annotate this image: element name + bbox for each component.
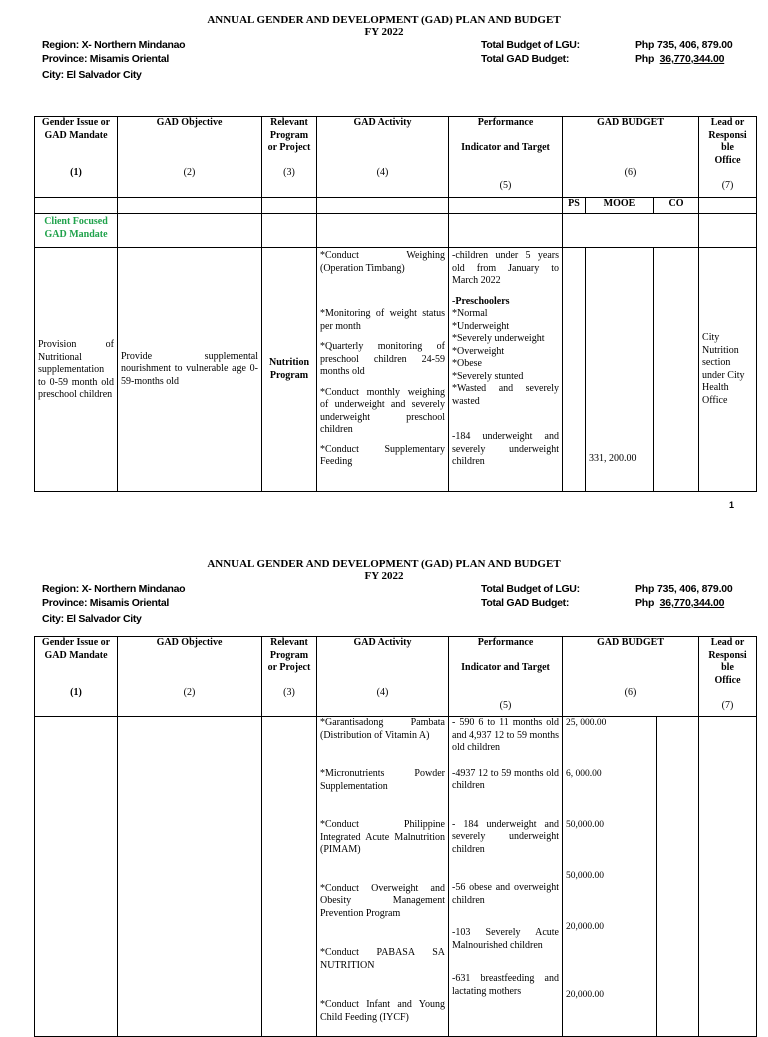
- mooe-amount-cell: 331, 200.00: [586, 248, 654, 492]
- total-gad-amount: 36,770,344.00: [659, 53, 725, 65]
- page-2: [0, 544, 768, 1024]
- total-gad-label: Total GAD Budget:: [481, 597, 570, 609]
- total-gad-label: Total GAD Budget:: [481, 53, 570, 65]
- col-header-activity: GAD Activity (4): [317, 117, 449, 198]
- indicator-pimam: - 184 underweight and severely underweight children: [452, 818, 559, 855]
- total-budget-label: Total Budget of LGU:: [481, 39, 580, 51]
- activity-cell: [317, 248, 449, 492]
- budget-amount: 20,000.00: [566, 922, 604, 932]
- col-header-gad-budget: GAD BUDGET (6): [563, 637, 699, 717]
- indicator-children-under-5: -children under 5 years old from January to March 2022: [452, 250, 559, 286]
- total-budget-value: Php 735, 406, 879.00: [635, 583, 733, 595]
- activity-micronutrients: *Micronutrients Powder Supplementation: [320, 768, 445, 792]
- indicator-breastfeeding: -631 breastfeeding and lactating mothers: [452, 973, 559, 997]
- gad-table-page-2: [34, 636, 757, 1037]
- total-gad-prefix: Php: [635, 53, 655, 65]
- budget-amounts-cell: [563, 717, 657, 1037]
- gad-table-page-1: [34, 116, 757, 492]
- objective-cell: Provide supplemental nourishment to vulnerable age 0-59-months old: [118, 248, 262, 492]
- budget-extra-cell: [657, 717, 699, 1037]
- activity-monthly-weighing: *Conduct monthly weighing of underweight and severely underweight preschool children: [320, 386, 445, 435]
- activity-quarterly: *Quarterly monitoring of preschool children 24-59 months old: [320, 341, 445, 377]
- total-gad-value: [635, 51, 724, 67]
- col-header-program: Relevant Program or Project (3): [262, 637, 317, 717]
- indicator-item: *Underweight: [452, 320, 510, 332]
- total-budget-value: Php 735, 406, 879.00: [635, 39, 733, 51]
- budget-amount: 50,000.00: [566, 870, 604, 881]
- city-label: City: El Salvador City: [42, 69, 142, 81]
- region-label: Region: X- Northern Mindanao: [42, 39, 186, 51]
- col-header-gad-budget: GAD BUDGET (6): [563, 117, 699, 198]
- total-gad-amount: 36,770,344.00: [659, 597, 725, 609]
- col-header-activity: GAD Activity (4): [317, 637, 449, 717]
- col-header-gender-issue: Gender Issue or GAD Mandate (1): [35, 117, 118, 198]
- client-focused-label: Client Focused GAD Mandate: [35, 214, 118, 248]
- indicator-cell: [449, 248, 563, 492]
- activity-cell: [317, 717, 449, 1037]
- indicator-sam: -103 Severely Acute Malnourished children: [452, 927, 559, 951]
- city-label: City: El Salvador City: [42, 613, 142, 625]
- province-label: Province: Misamis Oriental: [42, 53, 169, 65]
- indicator-item: *Overweight: [452, 345, 505, 357]
- indicator-item: *Wasted and severely wasted: [452, 383, 559, 407]
- indicator-cell: [449, 717, 563, 1037]
- activity-weighing: *Conduct Weighing (Operation Timbang): [320, 250, 445, 274]
- col-header-office: Lead or Responsi ble Office (7): [699, 637, 757, 717]
- gender-issue-cell: [35, 717, 118, 1037]
- col-header-co: CO: [654, 198, 699, 214]
- program-cell: Nutrition Program: [262, 248, 317, 492]
- indicator-micronutrients: -4937 12 to 59 months old children: [452, 767, 559, 791]
- document-year: FY 2022: [364, 570, 404, 582]
- province-label: Province: Misamis Oriental: [42, 597, 169, 609]
- lead-office-cell: [699, 717, 757, 1037]
- col-header-objective: GAD Objective (2): [118, 117, 262, 198]
- budget-amount: 6, 000.00: [566, 768, 602, 779]
- activity-iycf: *Conduct Infant and Young Child Feeding (IYCF): [320, 999, 445, 1023]
- indicator-vitamin-a: - 590 6 to 11 months old and 4,937 12 to 59 months old children: [452, 717, 559, 753]
- col-header-program: Relevant Program or Project (3): [262, 117, 317, 198]
- col-header-gender-issue: Gender Issue or GAD Mandate (1): [35, 637, 118, 717]
- col-header-office: Lead or Responsi ble Office (7): [699, 117, 757, 198]
- activity-pabasa: *Conduct PABASA SA NUTRITION: [320, 947, 445, 971]
- total-gad-prefix: Php: [635, 597, 655, 609]
- activity-monitoring: *Monitoring of weight status per month: [320, 308, 445, 332]
- region-label: Region: X- Northern Mindanao: [42, 583, 186, 595]
- indicator-item: *Obese: [452, 358, 482, 369]
- total-budget-label: Total Budget of LGU:: [481, 583, 580, 595]
- col-header-mooe: MOOE: [586, 198, 654, 214]
- indicator-preschoolers-heading: -Preschoolers: [452, 295, 510, 307]
- indicator-item: *Severely stunted: [452, 370, 524, 382]
- col-header-ps: PS: [563, 198, 586, 214]
- document-title: ANNUAL GENDER AND DEVELOPMENT (GAD) PLAN AND BUDGET: [207, 14, 561, 26]
- indicator-obese: -56 obese and overweight children: [452, 882, 559, 906]
- objective-cell: [118, 717, 262, 1037]
- program-cell: [262, 717, 317, 1037]
- page-number: 1: [728, 500, 734, 510]
- activity-obesity-management: *Conduct Overweight and Obesity Management Prevention Program: [320, 882, 445, 919]
- total-gad-value: [635, 595, 724, 611]
- col-header-indicator: Performance Indicator and Target (5): [449, 637, 563, 717]
- gender-issue-cell: Provision of Nutritional supplementation to 0-59 month old preschool children: [35, 248, 118, 492]
- indicator-item: *Severely underweight: [452, 333, 545, 344]
- lead-office-cell: City Nutrition section under City Health Office: [699, 248, 757, 492]
- col-header-indicator: Performance Indicator and Target (5): [449, 117, 563, 198]
- activity-pimam: *Conduct Philippine Integrated Acute Malnutrition (PIMAM): [320, 819, 445, 855]
- budget-amount: 25, 000.00: [566, 718, 607, 728]
- indicator-item: *Normal: [452, 308, 488, 319]
- document-title: ANNUAL GENDER AND DEVELOPMENT (GAD) PLAN AND BUDGET: [207, 558, 561, 570]
- activity-garantisadong-pambata: *Garantisadong Pambata (Distribution of Vitamin A): [320, 717, 445, 741]
- col-header-objective: GAD Objective (2): [118, 637, 262, 717]
- budget-amount: 50,000.00: [566, 820, 604, 830]
- indicator-underweight-children: -184 underweight and severely underweight children: [452, 431, 559, 467]
- activity-supplementary-feeding: *Conduct Supplementary Feeding: [320, 443, 445, 467]
- budget-amount: 20,000.00: [566, 989, 604, 1000]
- document-year: FY 2022: [364, 26, 404, 38]
